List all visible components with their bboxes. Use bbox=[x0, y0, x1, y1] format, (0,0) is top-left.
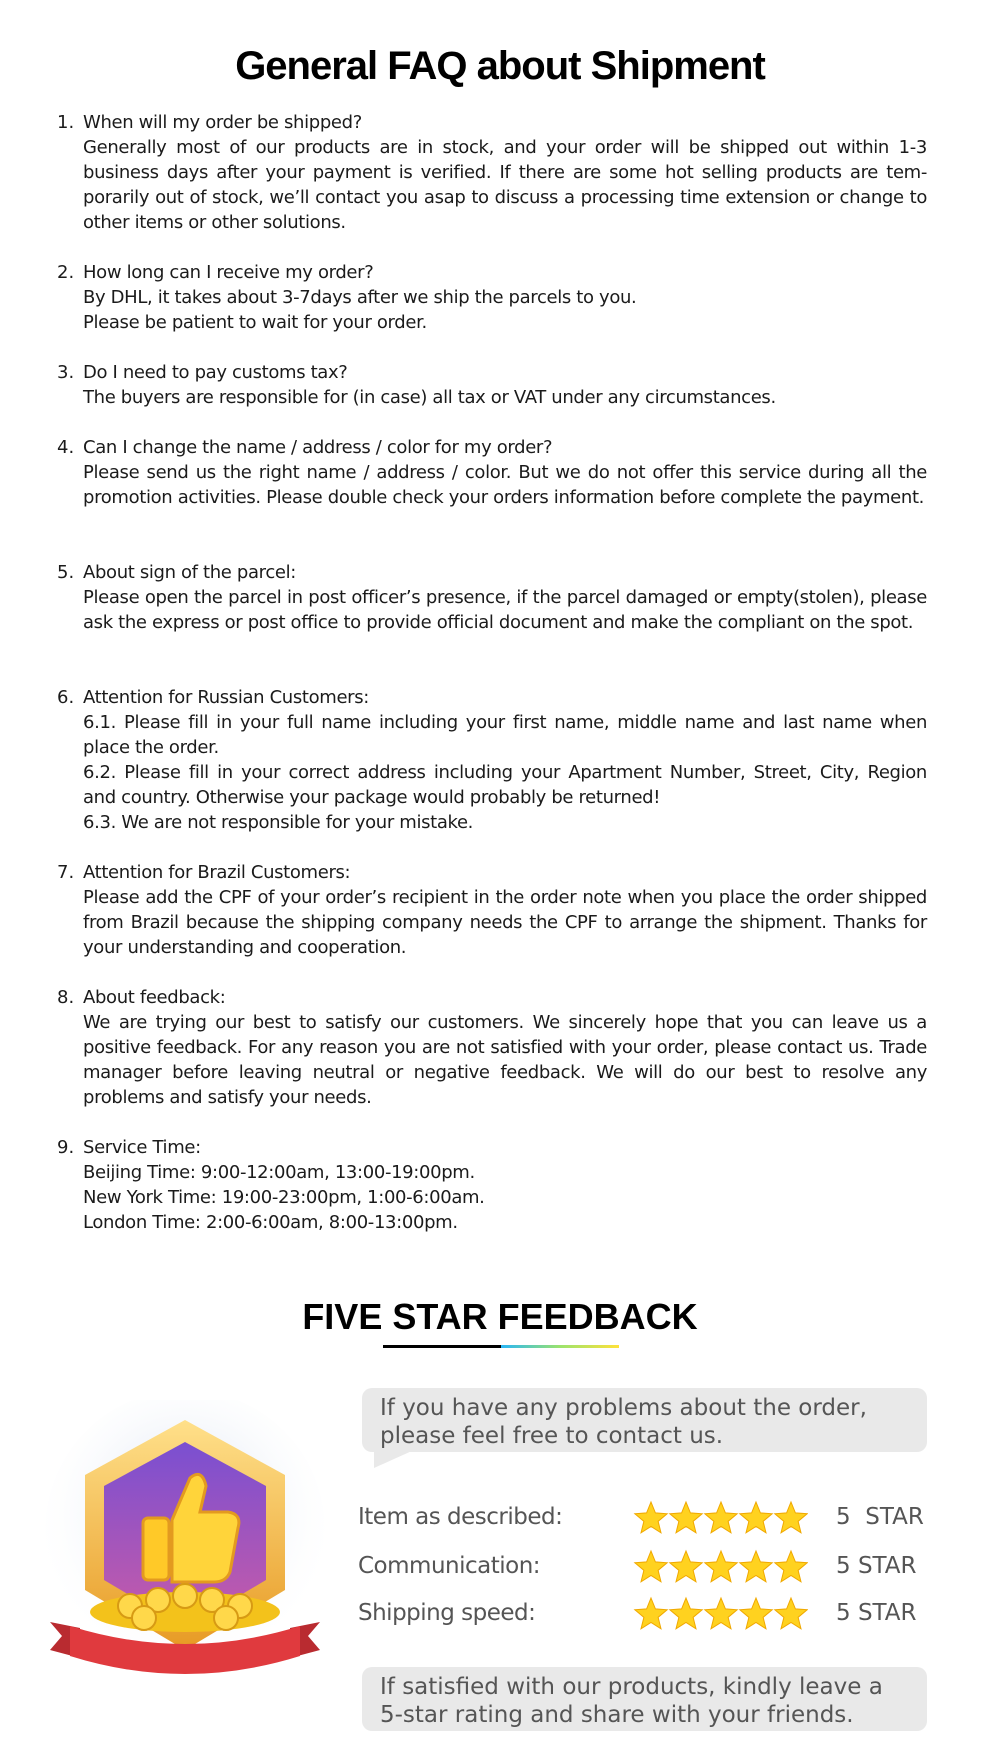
faq-answer-line: By DHL, it takes about 3-7days after we ship the parcels to you. bbox=[83, 287, 637, 308]
faq-number: 5. bbox=[57, 562, 75, 583]
faq-body bbox=[83, 985, 927, 1110]
faq-body bbox=[83, 260, 927, 335]
rating-value: 5 STAR bbox=[836, 1600, 917, 1626]
star-icon bbox=[705, 1502, 737, 1533]
faq-number: 4. bbox=[57, 437, 75, 458]
rating-row-communication bbox=[358, 1549, 928, 1589]
faq-answer-line: 6.2. Please fill in your correct address including your Apartment Number, Street, City, Region and country. Otherwise your package would probably be returned! bbox=[83, 762, 927, 808]
faq-body bbox=[83, 685, 927, 835]
faq-answer-line: 6.1. Please fill in your full name including your first name, middle name and last name when place the order. bbox=[83, 712, 927, 758]
faq-number: 2. bbox=[57, 262, 75, 283]
rating-label: Item as described: bbox=[358, 1504, 563, 1530]
rating-row-shipping-speed bbox=[358, 1596, 928, 1636]
star-icon bbox=[635, 1502, 667, 1533]
thumbs-up-badge-icon bbox=[40, 1400, 330, 1700]
faq-number: 7. bbox=[57, 862, 75, 883]
faq-number: 3. bbox=[57, 362, 75, 383]
faq-answer-line: Please be patient to wait for your order. bbox=[83, 312, 427, 333]
faq-answer-line: London Time: 2:00-6:00am, 8:00-13:00pm. bbox=[83, 1212, 458, 1233]
faq-answer-line: We are trying our best to satisfy our customers. We sincerely hope that you can leave us a positive feedback. For any reason you are not satisfied with your order, please contact us. Trade manager before leaving neutral or negative feedback. We will do our best to resolve any problems and satisfy your needs. bbox=[83, 1012, 927, 1108]
faq-question: About sign of the parcel: bbox=[83, 562, 296, 583]
star-icon bbox=[740, 1598, 772, 1629]
faq-answer-line: Generally most of our products are in stock, and your order will be shipped out within 1-3 business days after your payment is verified. If there are some hot selling products are tem-porarily out of stock, we’ll contact you asap to discuss a processing time extension or change to other items or other solutions. bbox=[83, 137, 927, 233]
faq-body bbox=[83, 360, 927, 410]
faq-body bbox=[83, 560, 927, 635]
feedback-title: FIVE STAR FEEDBACK bbox=[302, 1296, 698, 1337]
star-icon bbox=[635, 1551, 667, 1582]
faq-question: About feedback: bbox=[83, 987, 226, 1008]
rating-label: Communication: bbox=[358, 1553, 541, 1579]
faq-question: Do I need to pay customs tax? bbox=[83, 362, 348, 383]
rating-row-item-as-described bbox=[358, 1500, 928, 1540]
rating-value: 5 STAR bbox=[836, 1504, 924, 1530]
rating-label: Shipping speed: bbox=[358, 1600, 536, 1626]
rating-stars bbox=[633, 1549, 808, 1585]
star-icon bbox=[705, 1551, 737, 1582]
faq-title: General FAQ about Shipment bbox=[235, 44, 765, 88]
rating-stars bbox=[633, 1596, 808, 1632]
star-icon bbox=[775, 1598, 807, 1629]
star-icon bbox=[670, 1502, 702, 1533]
star-icon bbox=[635, 1598, 667, 1629]
faq-answer-line: Please send us the right name / address / color. But we do not offer this service during all the promotion activities. Please double check your orders information before complete the payment. bbox=[83, 462, 927, 508]
star-icon bbox=[775, 1502, 807, 1533]
faq-body bbox=[83, 110, 927, 235]
star-icon bbox=[670, 1551, 702, 1582]
faq-body bbox=[83, 1135, 927, 1235]
faq-question: Attention for Russian Customers: bbox=[83, 687, 369, 708]
faq-answer-line: 6.3. We are not responsible for your mistake. bbox=[83, 812, 474, 833]
faq-number: 1. bbox=[57, 112, 75, 133]
star-icon bbox=[705, 1598, 737, 1629]
rating-stars bbox=[633, 1500, 808, 1536]
faq-number: 8. bbox=[57, 987, 75, 1008]
rating-request-bubble: If satisfied with our products, kindly leave a 5-star rating and share with your friends. bbox=[362, 1667, 927, 1731]
faq-body bbox=[83, 860, 927, 960]
faq-answer-line: Please add the CPF of your order’s recipient in the order note when you place the order shipped from Brazil because the shipping company needs the CPF to arrange the shipment. Thanks for your understanding and cooperation. bbox=[83, 887, 927, 958]
faq-question: Service Time: bbox=[83, 1137, 201, 1158]
contact-message-bubble: If you have any problems about the order, please feel free to contact us. bbox=[362, 1388, 927, 1452]
title-underline-black bbox=[383, 1345, 501, 1348]
title-underline-gradient bbox=[501, 1345, 619, 1348]
faq-number: 9. bbox=[57, 1137, 75, 1158]
faq-answer-line: The buyers are responsible for (in case) all tax or VAT under any circumstances. bbox=[83, 387, 776, 408]
faq-question: Can I change the name / address / color for my order? bbox=[83, 437, 553, 458]
rating-value: 5 STAR bbox=[836, 1553, 917, 1579]
faq-answer-line: Beijing Time: 9:00-12:00am, 13:00-19:00pm. bbox=[83, 1162, 475, 1183]
star-icon bbox=[740, 1502, 772, 1533]
faq-question: How long can I receive my order? bbox=[83, 262, 374, 283]
faq-answer-line: Please open the parcel in post officer’s presence, if the parcel damaged or empty(stolen), please ask the express or post office to provide official document and make the compliant on the spot. bbox=[83, 587, 927, 633]
faq-question: Attention for Brazil Customers: bbox=[83, 862, 351, 883]
star-icon bbox=[740, 1551, 772, 1582]
star-icon bbox=[670, 1598, 702, 1629]
faq-number: 6. bbox=[57, 687, 75, 708]
faq-answer-line: New York Time: 19:00-23:00pm, 1:00-6:00am. bbox=[83, 1187, 485, 1208]
faq-question: When will my order be shipped? bbox=[83, 112, 362, 133]
faq-body bbox=[83, 435, 927, 510]
star-icon bbox=[775, 1551, 807, 1582]
